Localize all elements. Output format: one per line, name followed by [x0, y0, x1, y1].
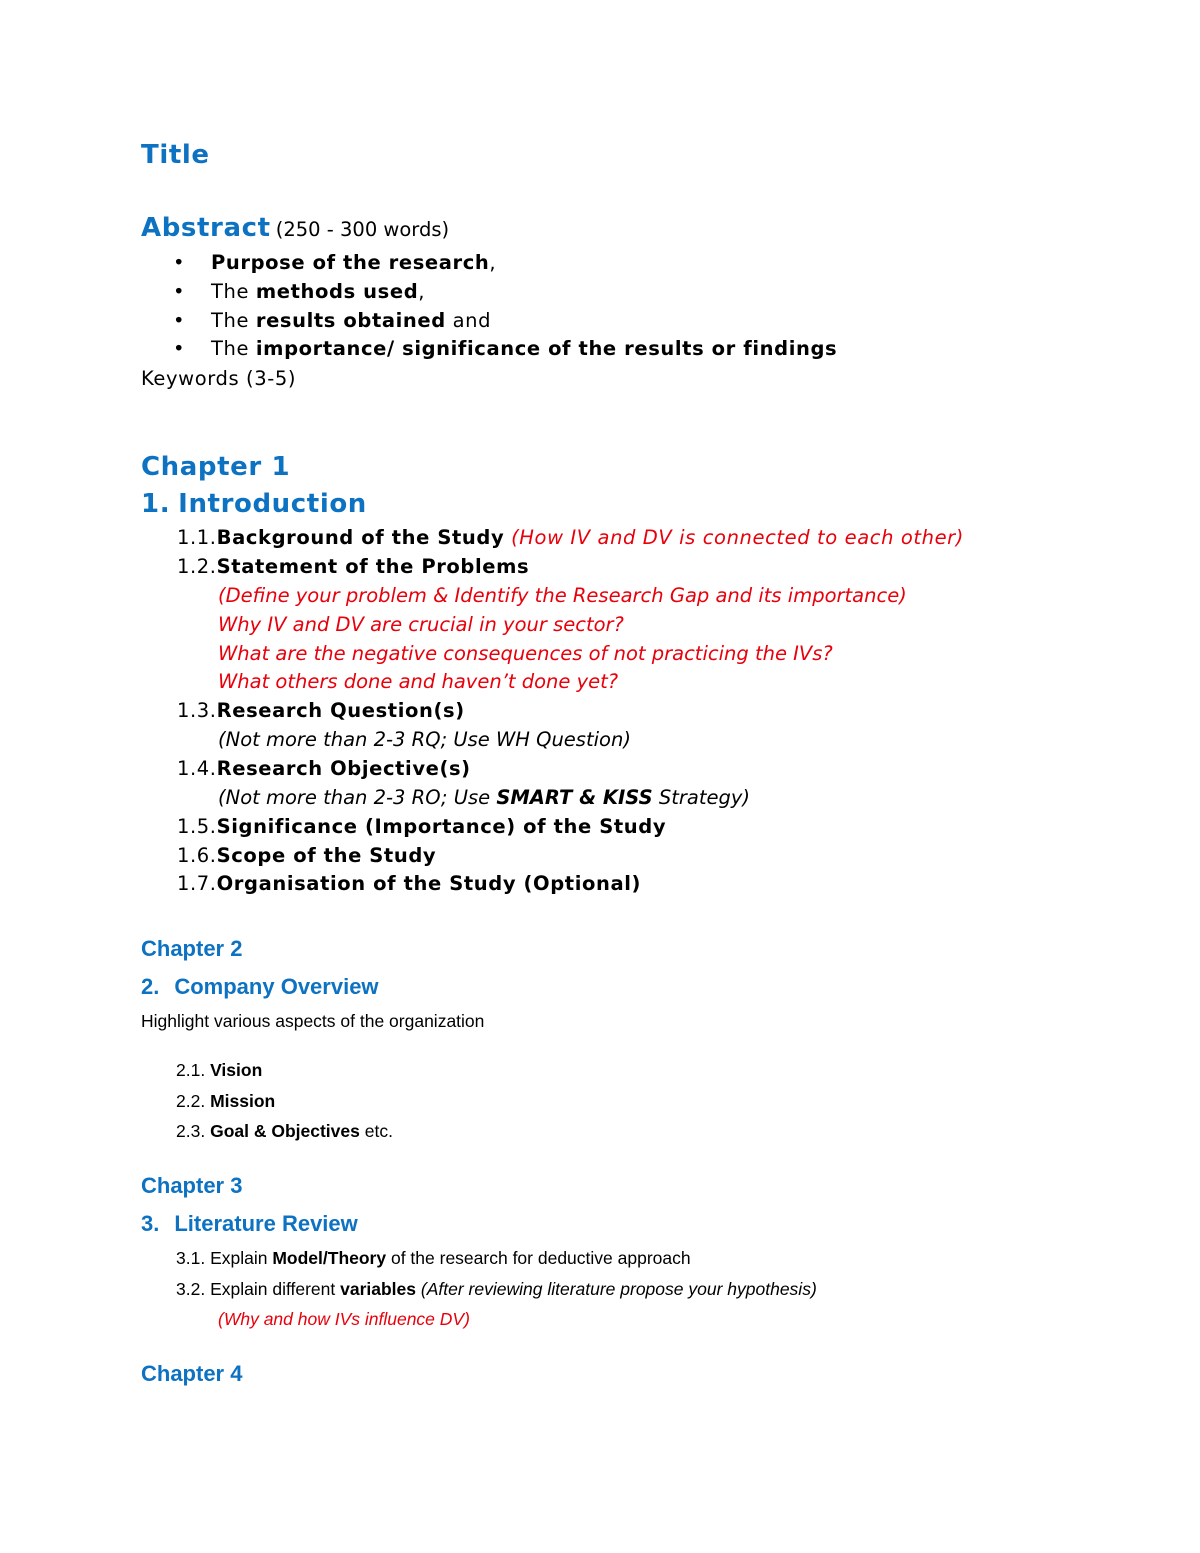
- abstract-bullet: • Purpose of the research,: [141, 251, 496, 274]
- chapter4-heading: Chapter 4: [141, 1361, 243, 1386]
- abstract-heading: Abstract: [141, 213, 271, 243]
- toc-item-1-4: 1.4.Research Objective(s): [177, 757, 471, 780]
- bullet-dot: •: [173, 309, 186, 332]
- toc-item-3-1: 3.1. Explain Model/Theory of the research for deductive approach: [176, 1248, 691, 1268]
- chapter2-heading: Chapter 2: [141, 936, 243, 961]
- toc-item-2-1: 2.1. Vision: [176, 1060, 263, 1080]
- bullet-dot: •: [173, 280, 186, 303]
- bullet-dot: •: [173, 251, 186, 274]
- problem-note: What others done and haven’t done yet?: [218, 670, 619, 693]
- toc-item-2-3: 2.3. Goal & Objectives etc.: [176, 1121, 393, 1141]
- problem-note: What are the negative consequences of not practicing the IVs?: [218, 642, 833, 665]
- keywords-line: Keywords (3-5): [141, 367, 297, 390]
- toc-item-1-5: 1.5.Significance (Importance) of the Study: [177, 815, 667, 838]
- chapter3-section-heading: 3. Literature Review: [141, 1211, 358, 1236]
- document-title: Title: [141, 140, 210, 170]
- abstract-bullet: • The methods used,: [141, 280, 425, 303]
- toc-item-1-1: 1.1.Background of the Study (How IV and DV is connected to each other): [177, 526, 964, 549]
- problem-note: Why IV and DV are crucial in your sector?: [218, 613, 624, 636]
- chapter3-heading: Chapter 3: [141, 1173, 243, 1198]
- toc-item-1-3: 1.3.Research Question(s): [177, 699, 465, 722]
- rq-note: (Not more than 2-3 RQ; Use WH Question): [218, 728, 631, 751]
- bullet-dot: •: [173, 337, 186, 360]
- toc-item-1-7: 1.7.Organisation of the Study (Optional): [177, 872, 642, 895]
- chapter1-heading: Chapter 1: [141, 452, 291, 482]
- chapter2-section-heading: 2. Company Overview: [141, 974, 379, 999]
- toc-item-1-6: 1.6.Scope of the Study: [177, 844, 437, 867]
- chapter2-intro: Highlight various aspects of the organization: [141, 1011, 485, 1031]
- problem-note: (Define your problem & Identify the Research Gap and its importance): [218, 584, 907, 607]
- toc-item-1-2: 1.2.Statement of the Problems: [177, 555, 530, 578]
- abstract-bullet: • The importance/ significance of the results or findings: [141, 337, 837, 360]
- chapter3-red-note: (Why and how IVs influence DV): [218, 1309, 470, 1329]
- abstract-bullet: • The results obtained and: [141, 309, 491, 332]
- toc-item-2-2: 2.2. Mission: [176, 1091, 276, 1111]
- abstract-word-count: (250 - 300 words): [275, 218, 450, 241]
- toc-item-3-2: 3.2. Explain different variables (After reviewing literature propose your hypothesis): [176, 1279, 817, 1299]
- chapter1-section-heading: 1. Introduction: [141, 489, 367, 519]
- abstract-heading-line: [141, 213, 449, 243]
- ro-note: (Not more than 2-3 RO; Use SMART & KISS Strategy): [218, 786, 751, 809]
